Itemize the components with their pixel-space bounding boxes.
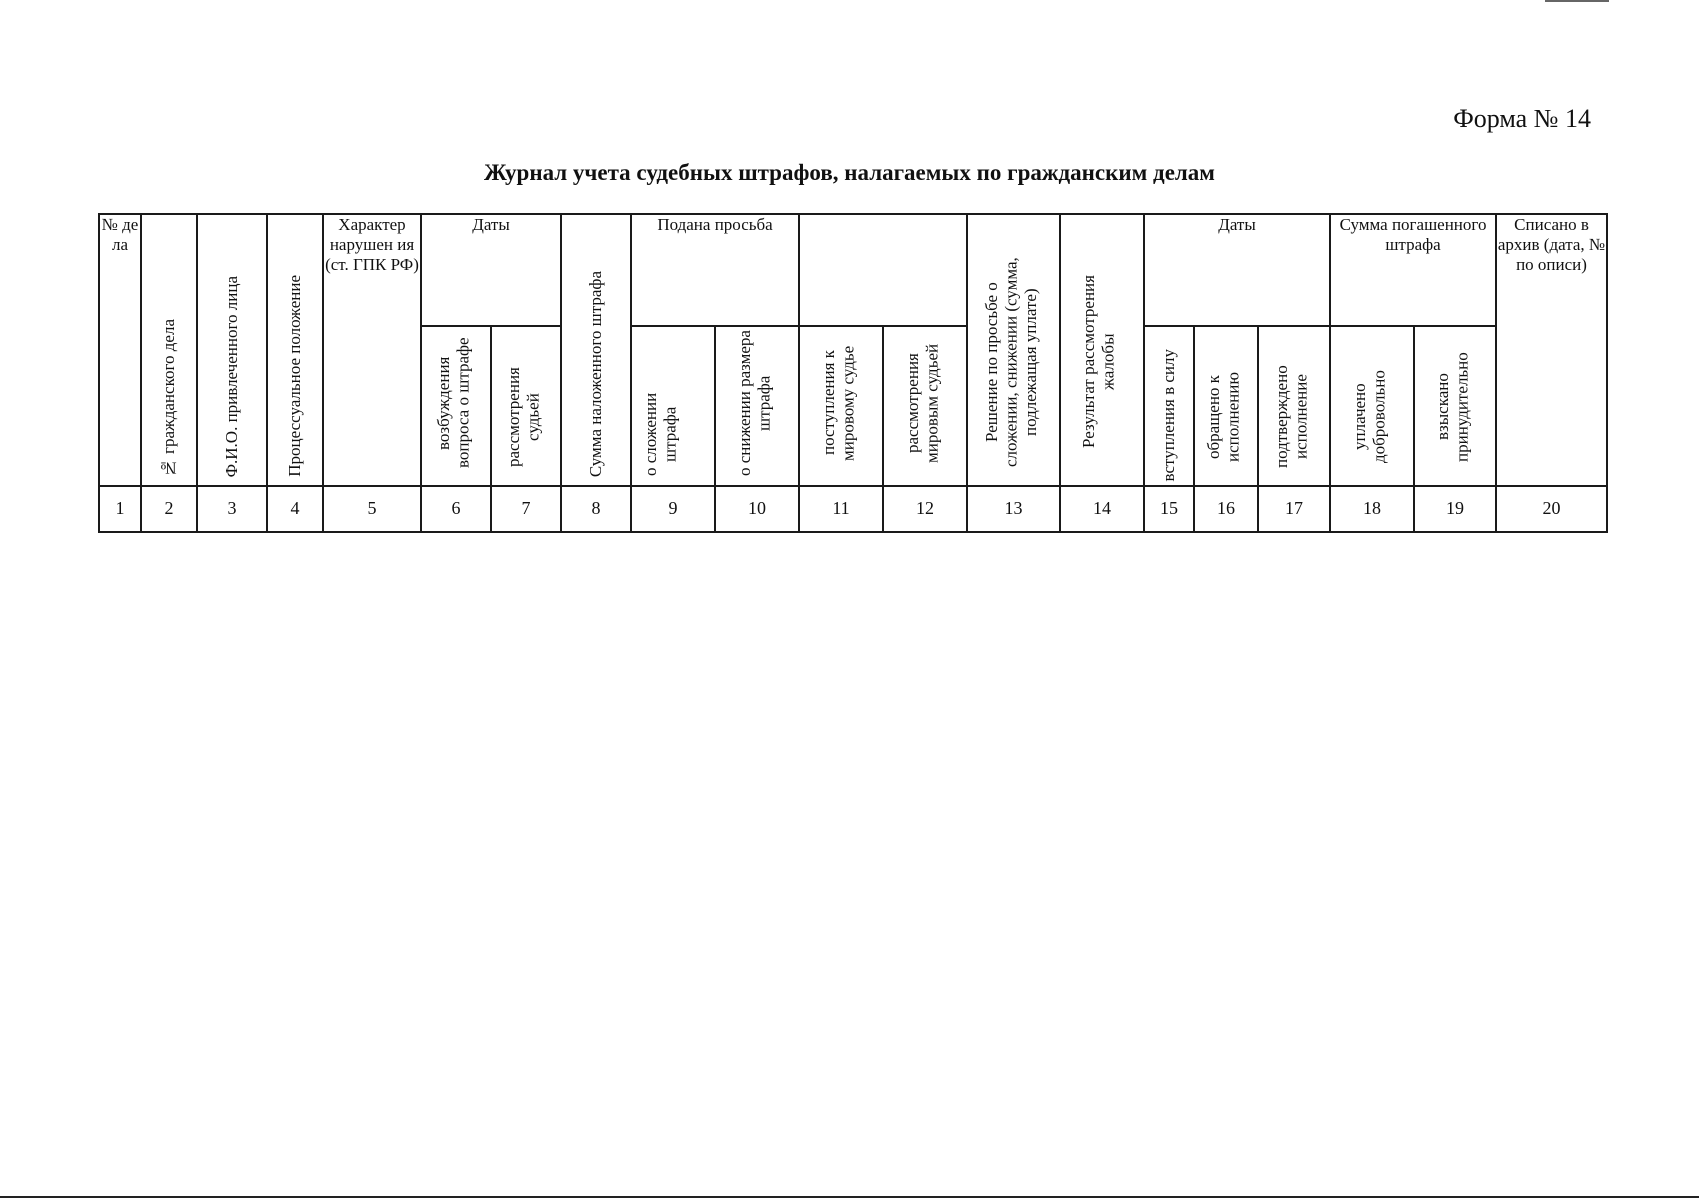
header-archived: Списано в архив (дата, № по описи) [1496,214,1607,486]
fines-journal-table [98,213,1608,533]
header-magistrate-group [799,214,967,326]
header-person-name: Ф.И.О. привлеченного лица [197,214,267,486]
header-request-group: Подана просьба [631,214,799,326]
scan-mark [1545,0,1609,2]
header-request-remission: о сложении штрафа [631,326,715,486]
column-number-row [99,486,1607,532]
column-number: 9 [631,486,715,532]
header-violation-nature: Характер нарушен ия (ст. ГПК РФ) [323,214,421,486]
column-number: 11 [799,486,883,532]
column-number: 15 [1144,486,1194,532]
header-procedural-status: Процессуальное положение [267,214,323,486]
header-case-no: № де ла [99,214,141,486]
header-fine-amount: Сумма наложенного штрафа [561,214,631,486]
header-date-enforcement: обращено к исполнению [1194,326,1258,486]
header-dates2-group: Даты [1144,214,1330,326]
header-civil-case-no: № гражданского дела [141,214,197,486]
column-number: 5 [323,486,421,532]
column-number: 6 [421,486,491,532]
column-number: 18 [1330,486,1414,532]
column-number: 12 [883,486,967,532]
column-number: 16 [1194,486,1258,532]
column-number: 17 [1258,486,1330,532]
column-number: 14 [1060,486,1144,532]
header-dates-group: Даты [421,214,561,326]
column-number: 13 [967,486,1060,532]
header-paid-voluntary: уплачено добровольно [1330,326,1414,486]
header-paid-group: Сумма погашенного штрафа [1330,214,1496,326]
header-date-review: рассмотрения судьей [491,326,561,486]
form-number: Форма № 14 [1453,104,1591,133]
column-number: 20 [1496,486,1607,532]
document-title: Журнал учета судебных штрафов, налагаемых по гражданским делам [484,160,1215,185]
column-number: 1 [99,486,141,532]
header-date-initiation: возбуждения вопроса о штрафе [421,326,491,486]
column-number: 19 [1414,486,1496,532]
column-number: 3 [197,486,267,532]
header-date-confirmed: подтверждено исполнение [1258,326,1330,486]
column-number: 4 [267,486,323,532]
header-date-effect: вступления в силу [1144,326,1194,486]
column-number: 2 [141,486,197,532]
header-magistrate-review: рассмотрения мировым судьей [883,326,967,486]
column-number: 10 [715,486,799,532]
header-complaint-result: Результат рассмотрения жалобы [1060,214,1144,486]
column-number: 8 [561,486,631,532]
header-paid-forced: взыскано принудительно [1414,326,1496,486]
page-bottom-rule [0,1196,1699,1198]
header-decision: Решение по просьбе о сложении, снижении (сумма, подлежащая уплате) [967,214,1060,486]
header-magistrate-received: поступления к мировому судье [799,326,883,486]
header-request-reduction: о снижении размера штрафа [715,326,799,486]
column-number: 7 [491,486,561,532]
